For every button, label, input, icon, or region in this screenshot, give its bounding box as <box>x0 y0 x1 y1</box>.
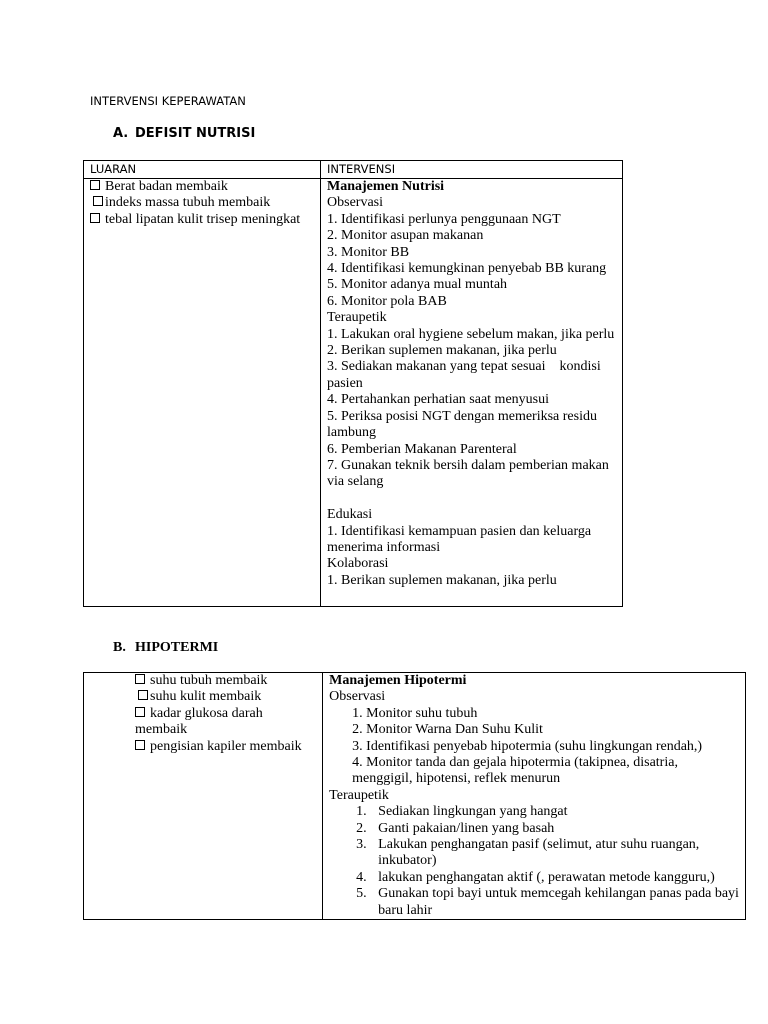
list-item: 1. Sediakan lingkungan yang hangat <box>370 804 745 820</box>
teraupetik-list <box>329 804 745 919</box>
luaran-item: tebal lipatan kulit trisep meningkat <box>90 212 320 228</box>
observasi-item: 5. Monitor adanya mual muntah <box>327 277 508 293</box>
luaran-cell <box>84 673 323 920</box>
intervensi-cell <box>323 673 746 920</box>
checkbox-icon <box>135 740 145 750</box>
section-b-letter: B. <box>113 640 126 655</box>
luaran-item: suhu tubuh membaik <box>135 673 322 689</box>
teraupetik-item: 6. Pemberian Makanan Parenteral <box>327 441 517 457</box>
section-a-title: DEFISIT NUTRISI <box>135 126 256 141</box>
checkbox-icon <box>90 213 100 223</box>
document-title: INTERVENSI KEPERAWATAN <box>90 94 246 108</box>
observasi-item: 2. Monitor Warna Dan Suhu Kulit <box>352 722 543 738</box>
observasi-item: 3. Monitor BB <box>327 244 410 260</box>
checkbox-icon <box>90 180 100 190</box>
observasi-item: 6. Monitor pola BAB <box>327 293 447 309</box>
col-header-luaran: LUARAN <box>84 161 321 179</box>
teraupetik-item: 5. Periksa posisi NGT dengan memeriksa residu lambung <box>327 408 597 441</box>
luaran-item: suhu kulit membaik <box>135 689 322 705</box>
list-item: 5. Gunakan topi bayi untuk memcegah kehilangan panas pada bayi baru lahir <box>370 886 745 919</box>
observasi-item: 1. Monitor suhu tubuh <box>352 705 478 721</box>
teraupetik-item: 7. Gunakan teknik bersih dalam pemberian makan via selang <box>327 457 609 490</box>
list-item: 3. Lakukan penghangatan pasif (selimut, atur suhu ruangan, inkubator) <box>370 837 745 870</box>
table-hipotermi <box>83 672 746 920</box>
luaran-item: indeks massa tubuh membaik <box>90 195 320 211</box>
luaran-item: Berat badan membaik <box>90 179 320 195</box>
kolaborasi-item: 1. Berikan suplemen makanan, jika perlu <box>327 572 557 588</box>
col-header-intervensi: INTERVENSI <box>321 161 623 179</box>
section-b-heading <box>113 640 218 656</box>
teraupetik-item: 2. Berikan suplemen makanan, jika perlu <box>327 343 557 359</box>
teraupetik-item: 3. Sediakan makanan yang tepat sesuai kondisi pasien <box>327 359 605 391</box>
checkbox-icon <box>135 707 145 717</box>
checkbox-icon <box>138 690 148 700</box>
list-item: 4. lakukan penghangatan aktif (, perawatan metode kangguru,) <box>370 870 745 886</box>
observasi-label: Observasi <box>329 689 386 705</box>
luaran-cell <box>84 179 321 607</box>
kolaborasi-label: Kolaborasi <box>327 556 389 572</box>
observasi-item: 4. Monitor tanda dan gejala hipotermia (takipnea, disatria, menggigil, hipotensi, reflek menurun <box>352 755 678 787</box>
teraupetik-item: 4. Pertahankan perhatian saat menyusui <box>327 392 549 408</box>
intervensi-title: Manajemen Hipotermi <box>329 673 467 688</box>
luaran-item: pengisian kapiler membaik <box>135 739 322 755</box>
table-defisit-nutrisi <box>83 160 623 607</box>
checkbox-icon <box>135 674 145 684</box>
luaran-item: kadar glukosa darah membaik <box>135 705 263 738</box>
intervensi-cell <box>321 179 623 607</box>
section-a-heading <box>113 126 255 141</box>
section-b-title: HIPOTERMI <box>135 640 219 655</box>
teraupetik-label: Teraupetik <box>327 310 387 326</box>
edukasi-label: Edukasi <box>327 507 373 523</box>
checkbox-icon <box>93 196 103 206</box>
observasi-item: 4. Identifikasi kemungkinan penyebab BB kurang <box>327 261 607 277</box>
teraupetik-item: 1. Lakukan oral hygiene sebelum makan, jika perlu <box>327 326 615 342</box>
section-a-letter: A. <box>113 126 129 141</box>
edukasi-item: 1. Identifikasi kemampuan pasien dan keluarga menerima informasi <box>327 523 592 555</box>
observasi-item: 3. Identifikasi penyebab hipotermia (suhu lingkungan rendah,) <box>352 738 703 754</box>
list-item: 2. Ganti pakaian/linen yang basah <box>370 821 745 837</box>
intervensi-title: Manajemen Nutrisi <box>327 179 445 194</box>
observasi-label: Observasi <box>327 195 384 211</box>
observasi-item: 1. Identifikasi perlunya penggunaan NGT <box>327 211 561 227</box>
teraupetik-label: Teraupetik <box>329 787 389 803</box>
observasi-item: 2. Monitor asupan makanan <box>327 228 484 244</box>
